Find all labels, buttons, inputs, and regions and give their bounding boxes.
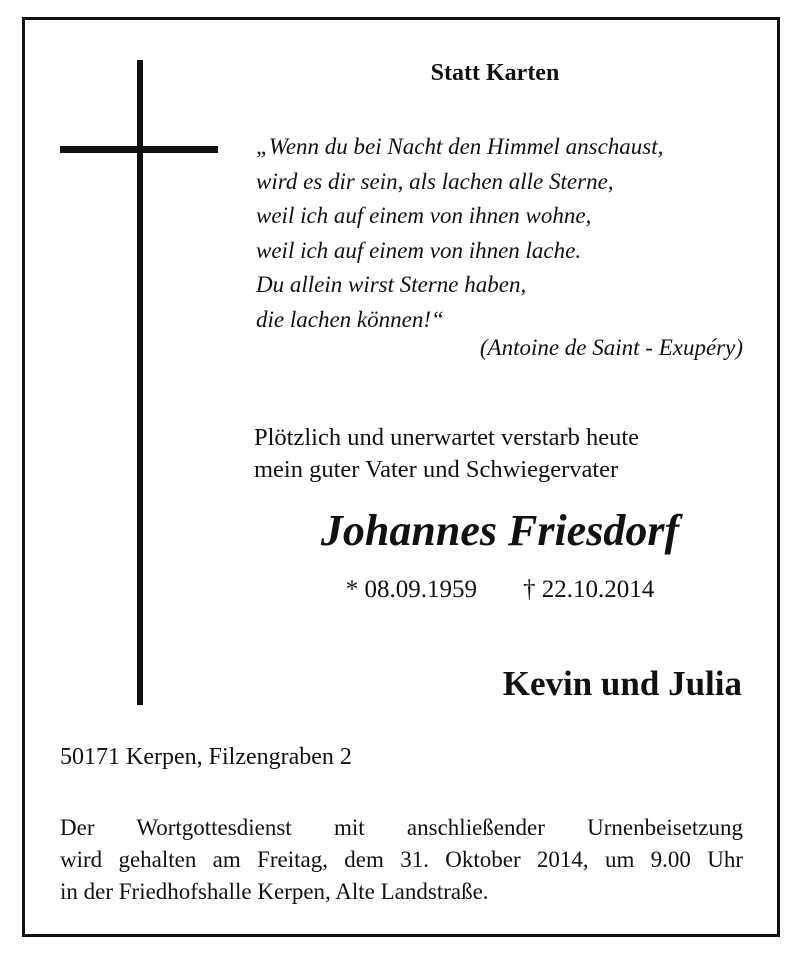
poem-attribution: (Antoine de Saint - Exupéry) (479, 335, 743, 360)
poem-line: die lachen können!“ (256, 306, 444, 332)
service-line: Der Wortgottesdienst mit anschließender Urnenbeisetzung (60, 815, 743, 840)
poem-line: weil ich auf einem von ihnen wohne, (256, 203, 592, 228)
deceased-name: Johannes Friesdorf (320, 506, 680, 555)
service-line: in der Friedhofshalle Kerpen, Alte Landstraße. (60, 879, 489, 904)
notice-heading: Statt Karten (430, 60, 560, 86)
poem-quote (256, 130, 756, 337)
announcement-line: Plötzlich und unerwartet verstarb heute (254, 424, 640, 451)
announcement-line: mein guter Vater und Schwiegervater (254, 456, 619, 483)
poem-line: wird es dir sein, als lachen alle Sterne, (256, 168, 614, 194)
poem-line: weil ich auf einem von ihnen lache. (256, 237, 582, 263)
cross-horizontal-bar (60, 146, 218, 153)
mourners-names: Kevin und Julia (502, 664, 742, 703)
poem-line: Du allein wirst Sterne haben, (256, 272, 527, 297)
service-information (60, 812, 743, 908)
poem-line: „Wenn du bei Nacht den Himmel anschaust, (256, 134, 664, 159)
cross-vertical-bar (137, 60, 143, 705)
death-announcement (254, 422, 754, 486)
death-date: † 22.10.2014 (523, 576, 655, 603)
life-dates (250, 576, 750, 604)
service-line: wird gehalten am Freitag, dem 31. Oktober 2014, um 9.00 Uhr (60, 847, 743, 872)
mourning-address: 50171 Kerpen, Filzengraben 2 (60, 744, 352, 770)
birth-date: * 08.09.1959 (345, 576, 477, 603)
